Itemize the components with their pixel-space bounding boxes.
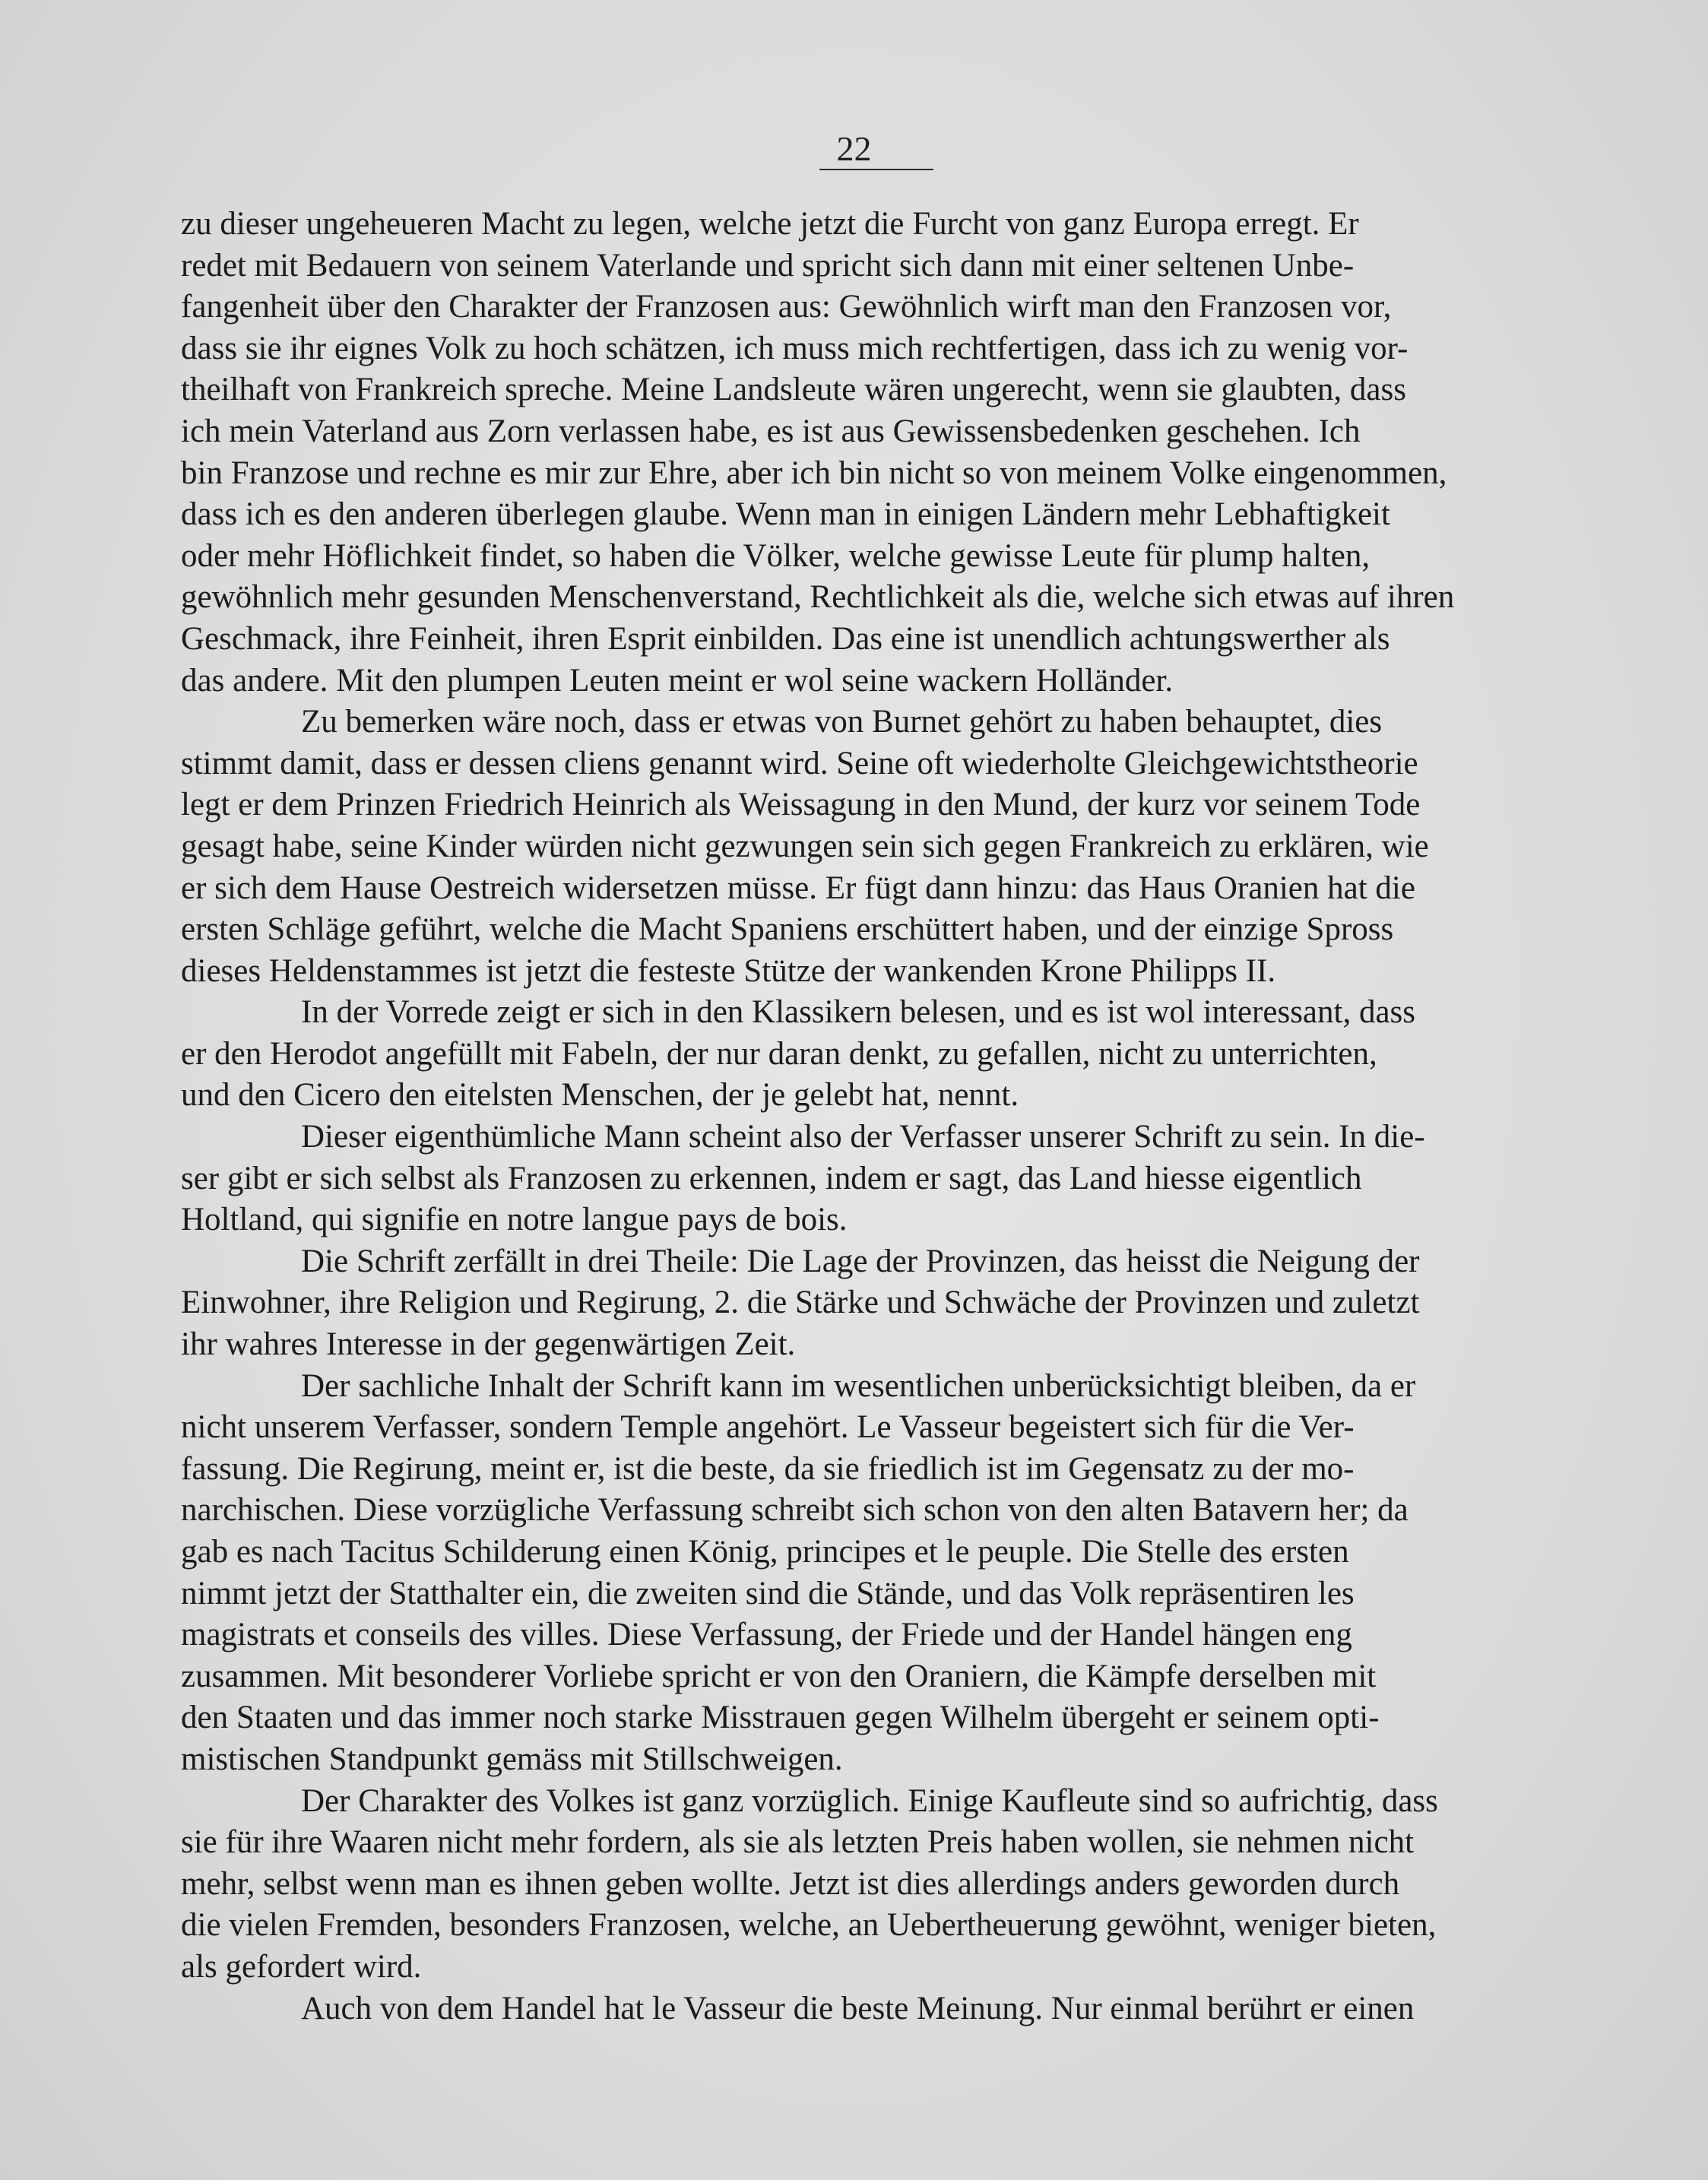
text-line: Zu bemerken wäre noch, dass er etwas von Burnet gehört zu haben behauptet, dies (301, 704, 1383, 740)
text-line: mistischen Standpunkt gemäss mit Stillschweigen. (181, 1741, 843, 1777)
text-line: bin Franzose und rechne es mir zur Ehre, aber ich bin nicht so von meinem Volke eingenommen, (181, 455, 1447, 491)
text-line: Einwohner, ihre Religion und Regirung, 2. die Stärke und Schwäche der Provinzen und zuletzt (181, 1285, 1420, 1321)
text-line: theilhaft von Frankreich spreche. Meine Landsleute wären ungerecht, wenn sie glaubten, dass (181, 372, 1406, 408)
text-line: ersten Schläge geführt, welche die Macht Spaniens erschüttert haben, und der einzige Spross (181, 911, 1394, 948)
text-line: gewöhnlich mehr gesunden Menschenverstand, Rechtlichkeit als die, welche sich etwas auf ihren (181, 579, 1455, 616)
text-line: er den Herodot angefüllt mit Fabeln, der nur daran denkt, zu gefallen, nicht zu unterrichten, (181, 1035, 1377, 1072)
paragraph (181, 1117, 1569, 1241)
text-line: nicht unserem Verfasser, sondern Temple angehört. Le Vasseur begeistert sich für die Ver- (181, 1409, 1355, 1446)
text-line: als gefordert wird. (181, 1948, 422, 1985)
paragraph (181, 1988, 1569, 2030)
text-line: fassung. Die Regirung, meint er, ist die beste, da sie friedlich ist im Gegensatz zu der mo- (181, 1450, 1355, 1487)
text-line: Geschmack, ihre Feinheit, ihren Esprit einbilden. Das eine ist unendlich achtungswerther als (181, 620, 1390, 657)
paragraph (181, 1366, 1569, 1781)
text-line: gesagt habe, seine Kinder würden nicht gezwungen sein sich gegen Frankreich zu erklären, wie (181, 828, 1429, 864)
text-line: magistrats et conseils des villes. Diese Verfassung, der Friede und der Handel hängen eng (181, 1617, 1352, 1653)
text-line: ihr wahres Interesse in der gegenwärtigen Zeit. (181, 1326, 796, 1363)
text-line: stimmt damit, dass er dessen cliens genannt wird. Seine oft wiederholte Gleichgewichtstheorie (181, 745, 1418, 781)
text-line: fangenheit über den Charakter der Franzosen aus: Gewöhnlich wirft man den Franzosen vor, (181, 289, 1392, 325)
text-line: dass ich es den anderen überlegen glaube. Wenn man in einigen Ländern mehr Lebhaftigkeit (181, 496, 1390, 533)
text-line: dass sie ihr eignes Volk zu hoch schätzen, ich muss mich rechtfertigen, dass ich zu wenig vor- (181, 330, 1409, 366)
text-line: dieses Heldenstammes ist jetzt die festeste Stütze der wankenden Krone Philipps II. (181, 952, 1276, 989)
text-line: er sich dem Hause Oestreich widersetzen müsse. Er fügt dann hinzu: das Haus Oranien hat die (181, 870, 1415, 906)
text-line: In der Vorrede zeigt er sich in den Klassikern belesen, und es ist wol interessant, dass (301, 994, 1416, 1031)
paragraph (181, 702, 1569, 992)
text-line: Die Schrift zerfällt in drei Theile: Die Lage der Provinzen, das heisst die Neigung der (301, 1243, 1420, 1279)
text-line: Auch von dem Handel hat le Vasseur die beste Meinung. Nur einmal berührt er einen (301, 1990, 1415, 2026)
text-line: ich mein Vaterland aus Zorn verlassen habe, es ist aus Gewissensbedenken geschehen. Ich (181, 413, 1361, 449)
text-line: Der sachliche Inhalt der Schrift kann im wesentlichen unberücksichtigt bleiben, da er (301, 1367, 1416, 1404)
text-line: legt er dem Prinzen Friedrich Heinrich als Weissagung in den Mund, der kurz vor seinem Tode (181, 787, 1421, 823)
text-line: das andere. Mit den plumpen Leuten meint er wol seine wackern Holländer. (181, 662, 1174, 699)
text-line: gab es nach Tacitus Schilderung einen König, principes et le peuple. Die Stelle des ersten (181, 1534, 1349, 1570)
paragraph (181, 1781, 1569, 1988)
text-line: sie für ihre Waaren nicht mehr fordern, als sie als letzten Preis haben wollen, sie nehmen nicht (181, 1824, 1415, 1861)
text-line: die vielen Fremden, besonders Franzosen, welche, an Uebertheuerung gewöhnt, weniger bieten, (181, 1907, 1437, 1944)
text-line: narchischen. Diese vorzügliche Verfassung schreibt sich schon von den alten Batavern her; da (181, 1492, 1409, 1529)
page-number-rule (819, 169, 933, 170)
text-line: Dieser eigenthümliche Mann scheint also der Verfasser unserer Schrift zu sein. In die- (301, 1119, 1425, 1155)
body-text (181, 204, 1569, 2029)
text-line: nimmt jetzt der Statthalter ein, die zweiten sind die Stände, und das Volk repräsentiren les (181, 1575, 1355, 1611)
text-line: ser gibt er sich selbst als Franzosen zu erkennen, indem er sagt, das Land hiesse eigentlich (181, 1160, 1362, 1196)
paragraph (181, 1241, 1569, 1366)
text-line: zusammen. Mit besonderer Vorliebe spricht er von den Oraniern, die Kämpfe derselben mit (181, 1658, 1377, 1694)
text-line: Der Charakter des Volkes ist ganz vorzüglich. Einige Kaufleute sind so aufrichtig, dass (301, 1782, 1438, 1819)
text-line: redet mit Bedauern von seinem Vaterlande und spricht sich dann mit einer seltenen Unbe- (181, 247, 1355, 284)
paragraph (181, 204, 1569, 702)
text-line: und den Cicero den eitelsten Menschen, der je gelebt hat, nennt. (181, 1077, 1019, 1114)
text-line: den Staaten und das immer noch starke Misstrauen gegen Wilhelm übergeht er seinem opti- (181, 1700, 1380, 1736)
text-line: mehr, selbst wenn man es ihnen geben wollte. Jetzt ist dies allerdings anders geworden durch (181, 1865, 1400, 1902)
text-line: oder mehr Höflichkeit findet, so haben die Völker, welche gewisse Leute für plump halten, (181, 537, 1371, 574)
paragraph (181, 992, 1569, 1117)
text-line: zu dieser ungeheueren Macht zu legen, welche jetzt die Furcht von ganz Europa erregt. Er (181, 206, 1359, 242)
page-number: 22 (836, 129, 872, 168)
text-line: Holtland, qui signifie en notre langue pays de bois. (181, 1202, 848, 1238)
